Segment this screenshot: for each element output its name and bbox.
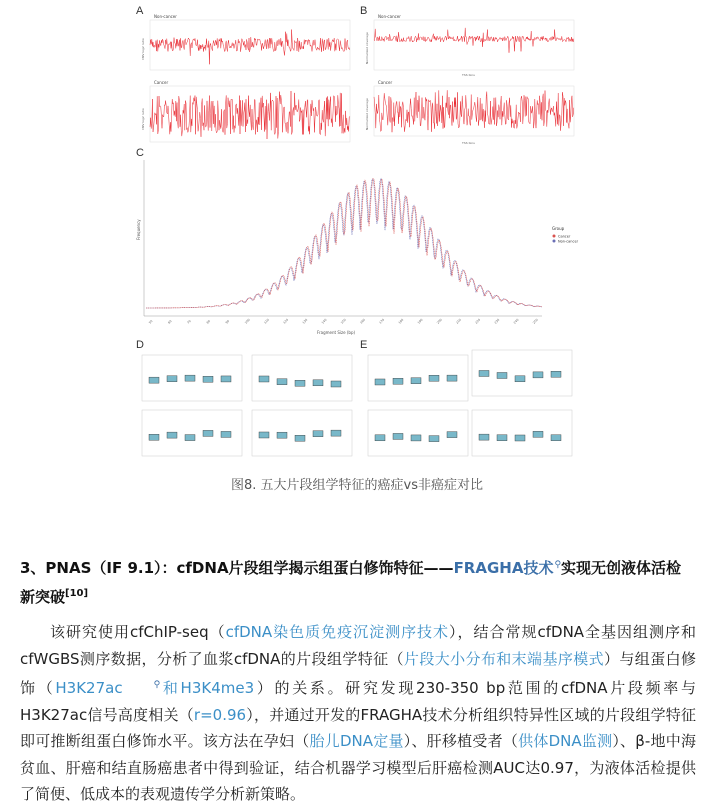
legend-noncancer-label: Non-cancer: [558, 239, 579, 244]
para-link-r-value[interactable]: r=0.96: [193, 705, 247, 724]
panel-c: [136, 160, 579, 335]
boxplot-box: [551, 435, 561, 441]
panel-a-bottom-noise: [150, 91, 350, 139]
para-text-6: ）、肝移植受者（: [403, 732, 519, 750]
panel-c-x-tick: 80: [205, 319, 212, 325]
panel-c-x-tick: 160: [359, 317, 366, 325]
boxplot-box: [295, 380, 305, 386]
para-link-h3k27ac[interactable]: H3K27ac: [55, 679, 123, 697]
panel-c-x-tick: 70: [186, 319, 192, 325]
boxplot-box: [551, 371, 561, 377]
aBot-trace: [150, 91, 350, 139]
heading-prefix: 3、PNAS（IF 9.1）：cfDNA片段组学揭示组蛋白修饰特征——: [20, 559, 454, 577]
legend-cancer-swatch: [553, 235, 556, 238]
panel-a-ylabel-top: CNV log2 ratio: [141, 38, 145, 60]
panel-c-cancer-line: [146, 179, 542, 308]
panel-b-top-noise: [374, 28, 574, 53]
heading-link-fragha[interactable]: FRAGHA技术: [453, 559, 554, 577]
boxplot-box: [515, 376, 525, 382]
body-paragraph: [20, 619, 696, 808]
para-text-1: 该研究使用cfChIP-seq（: [50, 623, 226, 641]
para-text-4: ）的关系。研究发现230-350 bp范围的cfDNA片段频率与H3K27ac信号高度相关（: [20, 679, 696, 724]
bTop-trace: [374, 28, 574, 53]
panel-c-x-tick: 240: [512, 317, 520, 325]
para-text-7: ）、β-地中海贫血、肝癌和结直肠癌患者中得到验证，结合机器学习模型后肝癌检测AUC达0.97，为液体活检提供了简便、低成本的表观遗传学分析新策略。: [20, 732, 696, 803]
panel-c-x-tick: 140: [320, 317, 328, 325]
boxplot-box: [411, 378, 421, 384]
boxplot-box: [259, 376, 269, 382]
panel-a-ylabel-bottom: CNV log2 ratio: [141, 108, 145, 130]
boxplot-box: [203, 430, 213, 436]
para-link-fetal-dna[interactable]: 胎儿DNA定量: [309, 732, 404, 750]
panel-c-x-tick: 250: [531, 317, 539, 325]
boxplot-box: [429, 436, 439, 442]
figure-image: [132, 0, 582, 466]
section-heading: [20, 552, 696, 610]
bBot-trace: [374, 90, 574, 132]
boxplot-box: [497, 372, 507, 378]
boxplot-box: [515, 435, 525, 441]
panel-label-e: E: [360, 339, 368, 351]
panel-c-x-tick: 200: [435, 317, 443, 325]
boxplot-box: [313, 380, 323, 386]
search-icon[interactable]: ⚲: [153, 680, 161, 690]
boxplot-box: [313, 431, 323, 437]
boxplot-box: [375, 379, 385, 385]
panel-c-x-tick: 170: [378, 317, 386, 325]
panel-c-x-tick: 210: [455, 317, 462, 325]
aTop-trace: [150, 30, 350, 65]
panel-c-x-tick: 120: [282, 317, 290, 325]
boxplot-box: [167, 376, 177, 382]
boxplot-box: [533, 431, 543, 437]
boxplot-box: [479, 370, 489, 376]
boxplot-box: [447, 375, 457, 381]
panel-c-x-tick: 50: [147, 319, 154, 325]
panel-c-x-tick: 230: [493, 317, 501, 325]
figure-caption: 图8. 五大片段组学特征的癌症vs非癌症对比: [230, 478, 483, 493]
boxplot-box: [393, 378, 403, 384]
boxplot-box: [185, 375, 195, 381]
legend-cancer-label: Cancer: [558, 234, 571, 239]
panel-a-bottom-label: Cancer: [154, 80, 169, 85]
boxplot-box: [149, 377, 159, 383]
boxplot-box: [447, 432, 457, 438]
panel-b-bottom-noise: [374, 90, 574, 132]
boxplot-panel: [472, 410, 572, 456]
panel-c-ylabel: Frequency: [136, 219, 141, 240]
boxplot-box: [167, 432, 177, 438]
panel-c-x-tick: 90: [224, 319, 231, 325]
heading-ref[interactable]: [10]: [65, 588, 89, 599]
boxplot-box: [149, 434, 159, 440]
para-link-fragment-size[interactable]: 片段大小分布和末端基序模式: [403, 649, 605, 668]
panel-c-x-tick: 130: [301, 317, 309, 325]
boxplot-box: [411, 435, 421, 441]
heading-suffix: 实现无创液体活检新突破: [20, 559, 682, 606]
boxplot-box: [221, 431, 231, 437]
panel-label-c: C: [136, 147, 144, 159]
boxplot-box: [185, 435, 195, 441]
search-icon[interactable]: ⚲: [554, 560, 562, 570]
panel-c-x-tick: 110: [263, 317, 270, 325]
boxplot-box: [277, 432, 287, 438]
boxplot-box: [221, 376, 231, 382]
para-text-5: ），并通过开发的FRAGHA技术分析组织特异性区域的片段组学特征即可推断组蛋白修饰水平。该方法在孕妇（: [20, 705, 697, 750]
boxplot-box: [331, 381, 341, 387]
panel-b-ylabel-bottom: Normalized coverage: [365, 98, 369, 130]
panel-c-x-tick: 220: [474, 317, 482, 325]
panel-b-xlabel-bottom: TSS bins: [462, 141, 475, 145]
panel-a-top-label: Non-cancer: [154, 14, 177, 19]
panel-c-x-tick: 60: [167, 319, 173, 325]
para-link-cfchip[interactable]: cfDNA染色质免疫沉淀测序技术: [225, 623, 450, 641]
panel-label-b: B: [360, 5, 368, 17]
boxplot-box: [375, 435, 385, 441]
boxplot-box: [203, 376, 213, 382]
boxplot-box: [277, 379, 287, 385]
panel-c-x-tick: 190: [416, 317, 424, 325]
panel-b-ylabel-top: Normalized coverage: [365, 32, 369, 64]
boxplot-box: [393, 433, 403, 439]
boxplot-box: [497, 435, 507, 441]
legend-noncancer-swatch: [553, 240, 556, 243]
boxplot-box: [479, 434, 489, 440]
boxplot-box: [295, 435, 305, 441]
panel-b-bottom-label: Cancer: [378, 80, 393, 85]
panel-c-x-tick: 100: [243, 317, 251, 325]
panel-c-legend-title: Group: [552, 226, 565, 231]
para-text-3: ）与组蛋白修饰（: [20, 649, 696, 697]
boxplot-box: [259, 432, 269, 438]
panel-b-top-label: Non-cancer: [378, 14, 401, 19]
panel-label-a: A: [136, 5, 144, 17]
panel-a: [141, 14, 350, 142]
panel-d-e: [142, 350, 572, 456]
para-link-donor-dna[interactable]: 供体DNA监测: [518, 732, 613, 750]
para-text-2: ），结合常规cfDNA全基因组测序和cfWGBS测序数据，分析了血浆cfDNA的片段组学特征（: [20, 623, 697, 668]
panel-c-x-tick: 150: [339, 317, 347, 325]
panel-a-top-noise: [150, 30, 350, 65]
panel-label-d: D: [136, 339, 144, 351]
panel-c-xlabel: Fragment Size (bp): [317, 330, 356, 335]
para-link-h3k4me3[interactable]: 和H3K4me3: [160, 679, 255, 697]
panel-b-xlabel-top: TSS bins: [462, 73, 475, 77]
boxplot-box: [429, 375, 439, 381]
boxplot-box: [533, 372, 543, 378]
panel-c-x-tick: 180: [397, 317, 405, 325]
boxplot-box: [331, 430, 341, 436]
panel-b: [365, 14, 574, 145]
